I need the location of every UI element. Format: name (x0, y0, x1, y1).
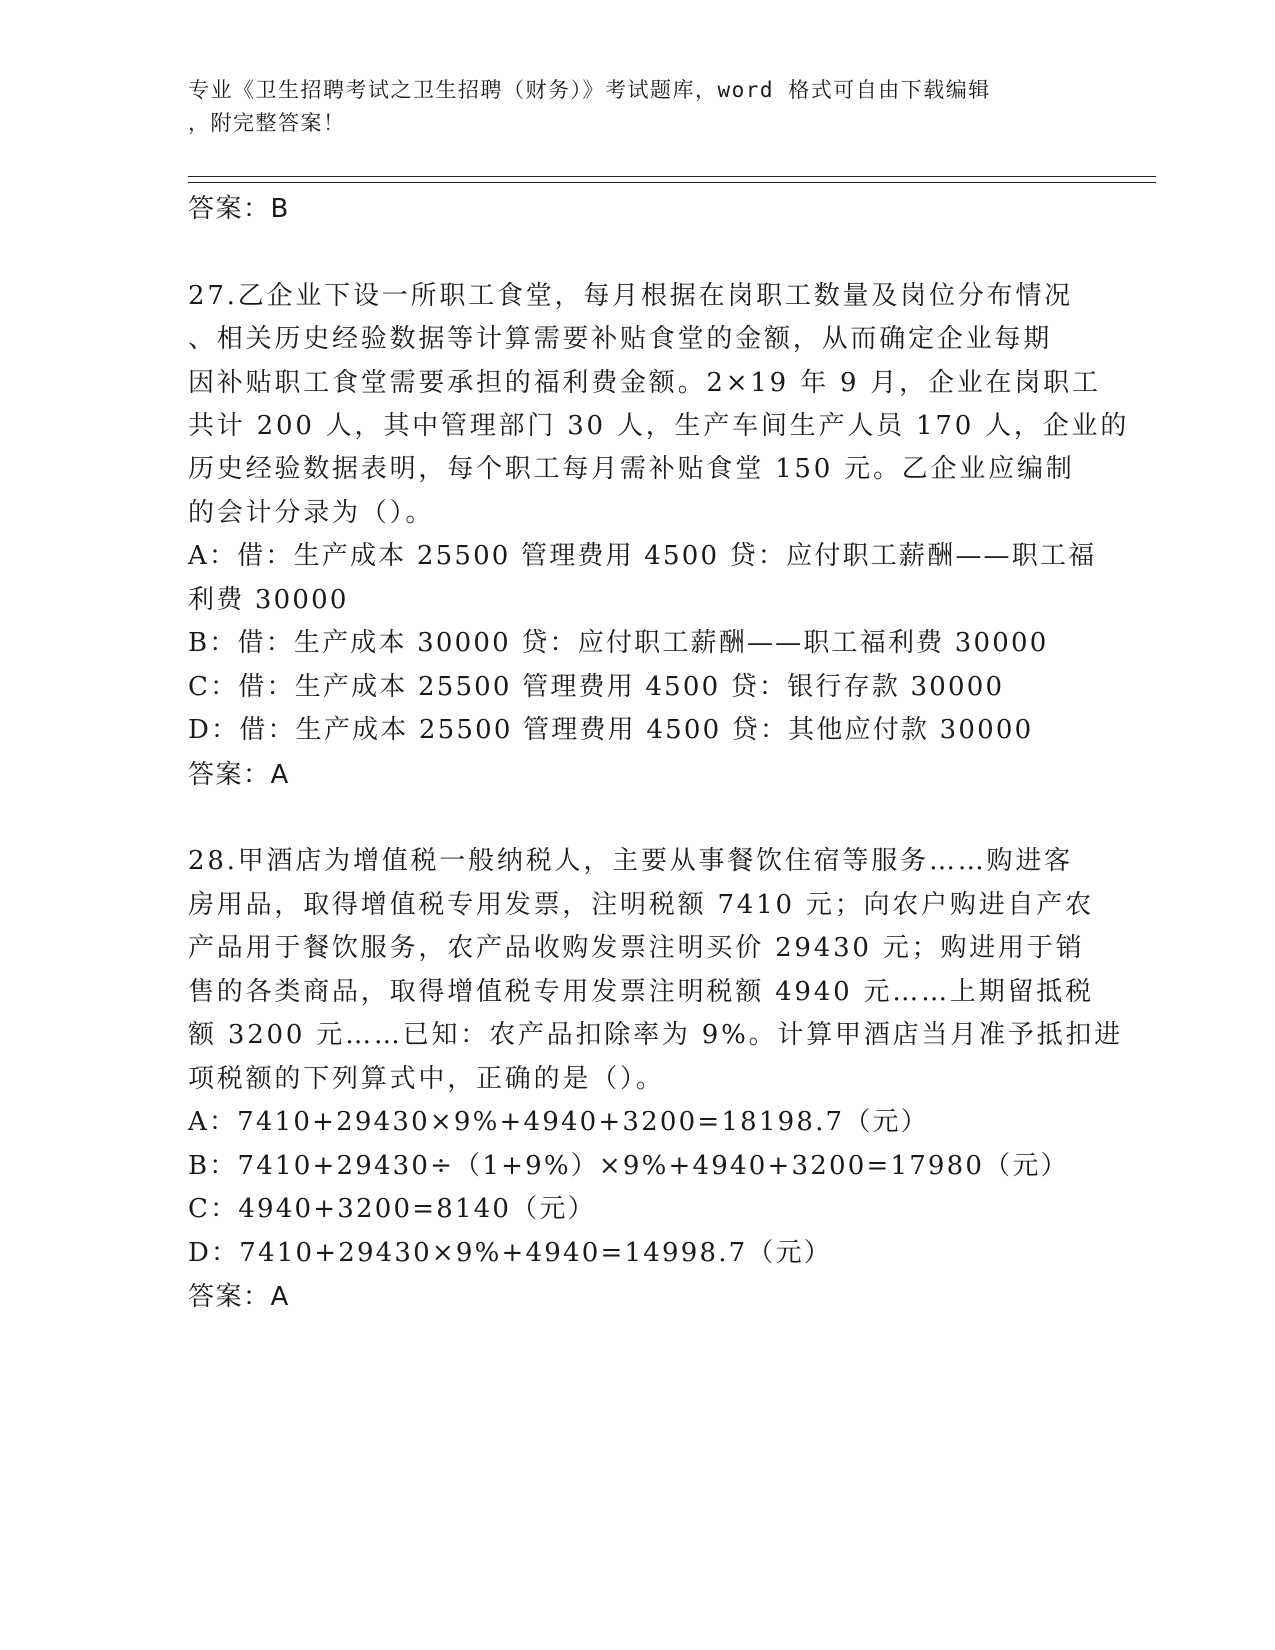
header-divider-top (188, 176, 1156, 177)
q27-option-c: C：借：生产成本 25500 管理费用 4500 贷：银行存款 30000 (188, 672, 1005, 702)
q28-stem-line-3: 产品用于餐饮服务，农产品收购发票注明买价 29430 元；购进用于销 (188, 933, 1085, 963)
q27-stem-line-4: 共计 200 人，其中管理部门 30 人，生产车间生产人员 170 人，企业的 (188, 411, 1130, 441)
q27-stem-line-2: 、相关历史经验数据等计算需要补贴食堂的金额，从而确定企业每期 (188, 324, 1053, 354)
header-divider-bottom (188, 182, 1156, 183)
q27-answer: 答案：A (188, 760, 290, 790)
document-header (188, 74, 1088, 140)
header-line-2: ，附完整答案！ (188, 111, 346, 135)
q28-stem-line-1: 28.甲酒店为增值税一般纳税人，主要从事餐饮住宿等服务……购进客 (188, 846, 1073, 876)
q27-stem-line-5: 历史经验数据表明，每个职工每月需补贴食堂 150 元。乙企业应编制 (188, 454, 1075, 484)
q28-option-a: A：7410+29430×9%+4940+3200=18198.7（元） (188, 1107, 929, 1137)
header-line-1: 专业《卫生招聘考试之卫生招聘（财务）》考试题库，word 格式可自由下载编辑 (188, 78, 991, 102)
q27-option-d: D：借：生产成本 25500 管理费用 4500 贷：其他应付款 30000 (188, 715, 1034, 745)
q28-stem-line-5: 额 3200 元……已知：农产品扣除率为 9%。计算甲酒店当月准予抵扣进 (188, 1020, 1124, 1050)
q27-stem-line-1: 27.乙企业下设一所职工食堂，每月根据在岗职工数量及岗位分布情况 (188, 281, 1073, 311)
q28-stem-line-4: 售的各类商品，取得增值税专用发票注明税额 4940 元……上期留抵税 (188, 977, 1094, 1007)
q28-stem-line-6: 项税额的下列算式中，正确的是（）。 (188, 1064, 665, 1094)
q28-option-c: C：4940+3200=8140（元） (188, 1194, 596, 1224)
q27-stem-line-6: 的会计分录为（）。 (188, 498, 435, 528)
previous-answer: 答案：B (188, 194, 290, 224)
q28-option-d: D：7410+29430×9%+4940=14998.7（元） (188, 1238, 832, 1268)
q27-stem-line-3: 因补贴职工食堂需要承担的福利费金额。2×19 年 9 月，企业在岗职工 (188, 368, 1101, 398)
q27-option-b: B：借：生产成本 30000 贷：应付职工薪酬——职工福利费 30000 (188, 628, 1049, 658)
q28-stem-line-2: 房用品，取得增值税专用发票，注明税额 7410 元；向农户购进自产农 (188, 890, 1094, 920)
q27-option-a-line-2: 利费 30000 (188, 585, 349, 615)
q27-option-a-line-1: A：借：生产成本 25500 管理费用 4500 贷：应付职工薪酬——职工福 (188, 541, 1097, 571)
q28-option-b: B：7410+29430÷（1+9%）×9%+4940+3200=17980（元） (188, 1151, 1069, 1181)
q28-answer: 答案：A (188, 1282, 290, 1312)
